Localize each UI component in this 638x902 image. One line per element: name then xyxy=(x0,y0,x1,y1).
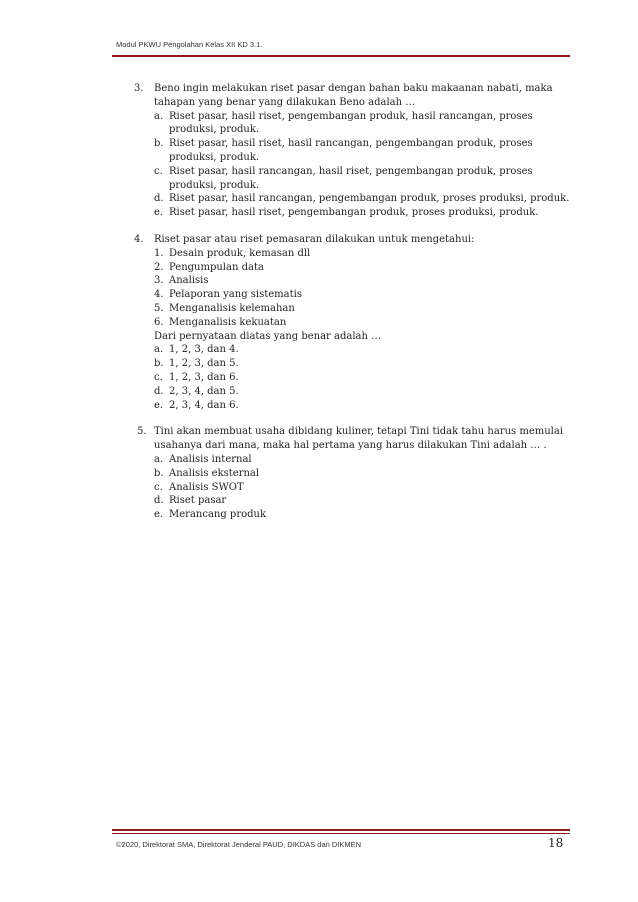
option-d xyxy=(154,385,572,399)
page-number: 18 xyxy=(548,836,564,850)
question-list xyxy=(112,82,572,535)
option-c xyxy=(154,481,572,495)
option-letter: c. xyxy=(154,165,163,177)
footer-divider xyxy=(112,829,570,831)
statement-text: Desain produk, kemasan dll xyxy=(169,247,311,259)
statement-number: 5. xyxy=(154,302,164,314)
header-divider xyxy=(112,55,570,57)
page-header: Modul PKWU Pengolahan Kelas XII KD 3.1. xyxy=(116,40,263,49)
option-letter: e. xyxy=(154,509,164,521)
option-b xyxy=(154,357,572,371)
option-letter: b. xyxy=(154,358,164,370)
option-text: Riset pasar, hasil riset, pengembangan produk, hasil rancangan, proses produksi, produk. xyxy=(169,110,533,136)
statement-text: Menganalisis kelemahan xyxy=(169,302,295,314)
option-list xyxy=(154,110,572,220)
option-d xyxy=(154,192,572,206)
option-text: Merancang produk xyxy=(169,509,267,521)
option-letter: d. xyxy=(154,495,164,507)
statement-list xyxy=(154,247,572,330)
question-number: 3. xyxy=(134,83,144,94)
option-text: Riset pasar, hasil riset, hasil rancangan, pengembangan produk, proses produksi, produk. xyxy=(169,138,533,163)
option-text: 1, 2, 3, dan 6. xyxy=(169,371,239,383)
statement-number: 3. xyxy=(154,275,164,287)
statement-item xyxy=(154,261,572,275)
option-b xyxy=(154,467,572,481)
question-stem: Beno ingin melakukan riset pasar dengan bahan baku makaanan nabati, maka tahapan yang benar yang dilakukan Beno adalah … xyxy=(154,83,553,108)
option-letter: a. xyxy=(154,110,164,122)
question-number: 4. xyxy=(134,233,144,245)
statement-number: 1. xyxy=(154,247,164,259)
footer-divider-thin xyxy=(112,833,570,834)
option-e xyxy=(154,206,572,220)
question-5 xyxy=(112,425,572,522)
option-letter: e. xyxy=(154,399,164,411)
option-text: Analisis SWOT xyxy=(169,481,244,493)
question-4 xyxy=(112,233,572,412)
option-letter: b. xyxy=(154,467,164,479)
statement-number: 4. xyxy=(154,289,164,301)
statement-number: 6. xyxy=(154,316,164,328)
statement-item xyxy=(154,274,572,288)
option-a xyxy=(154,343,572,357)
option-a xyxy=(154,110,572,138)
footer-copyright: ©2020, Direktorat SMA, Direktorat Jenderal PAUD, DIKDAS dan DIKMEN xyxy=(116,840,362,849)
option-letter: a. xyxy=(154,453,164,465)
statement-text: Pengumpulan data xyxy=(169,261,264,273)
statement-item xyxy=(154,302,572,316)
option-text: Analisis eksternal xyxy=(169,467,260,479)
option-list xyxy=(154,343,572,412)
option-list xyxy=(154,453,572,522)
option-letter: d. xyxy=(154,385,164,397)
statement-text: Menganalisis kekuatan xyxy=(169,316,287,328)
statement-text: Pelaporan yang sistematis xyxy=(169,289,302,301)
option-e xyxy=(154,399,572,413)
option-a xyxy=(154,453,572,467)
option-letter: a. xyxy=(154,344,164,356)
option-letter: b. xyxy=(154,138,164,150)
option-text: 2, 3, 4, dan 6. xyxy=(169,399,239,411)
option-d xyxy=(154,494,572,508)
question-intro: Dari pernyataan diatas yang benar adalah … xyxy=(154,330,382,342)
question-3 xyxy=(112,82,572,220)
option-text: Riset pasar xyxy=(169,495,227,507)
question-number: 5. xyxy=(137,426,147,438)
option-text: 2, 3, 4, dan 5. xyxy=(169,385,239,397)
question-stem: Riset pasar atau riset pemasaran dilakukan untuk mengetahui: xyxy=(154,233,475,245)
option-letter: e. xyxy=(154,207,164,219)
statement-text: Analisis xyxy=(169,275,209,287)
option-text: Riset pasar, hasil rancangan, hasil riset, pengembangan produk, proses produksi, produk. xyxy=(169,165,533,191)
question-stem: Tini akan membuat usaha dibidang kuliner, tetapi Tini tidak tahu harus memulai usahanya dari mana, maka hal pertama yang harus dilakukan Tini adalah … . xyxy=(154,426,564,452)
option-letter: c. xyxy=(154,481,163,493)
option-text: Riset pasar, hasil riset, pengembangan produk, proses produksi, produk. xyxy=(169,207,539,219)
option-text: 1, 2, 3, dan 4. xyxy=(169,344,239,356)
option-c xyxy=(154,165,572,193)
option-letter: c. xyxy=(154,371,163,383)
statement-item xyxy=(154,288,572,302)
option-b xyxy=(154,137,572,165)
option-c xyxy=(154,371,572,385)
statement-number: 2. xyxy=(154,261,164,273)
option-letter: d. xyxy=(154,193,164,205)
option-text: Riset pasar, hasil rancangan, pengembangan produk, proses produksi, produk. xyxy=(169,193,570,205)
option-text: Analisis internal xyxy=(169,453,252,465)
statement-item xyxy=(154,247,572,261)
statement-item xyxy=(154,316,572,330)
option-e xyxy=(154,508,572,522)
option-text: 1, 2, 3, dan 5. xyxy=(169,358,239,370)
